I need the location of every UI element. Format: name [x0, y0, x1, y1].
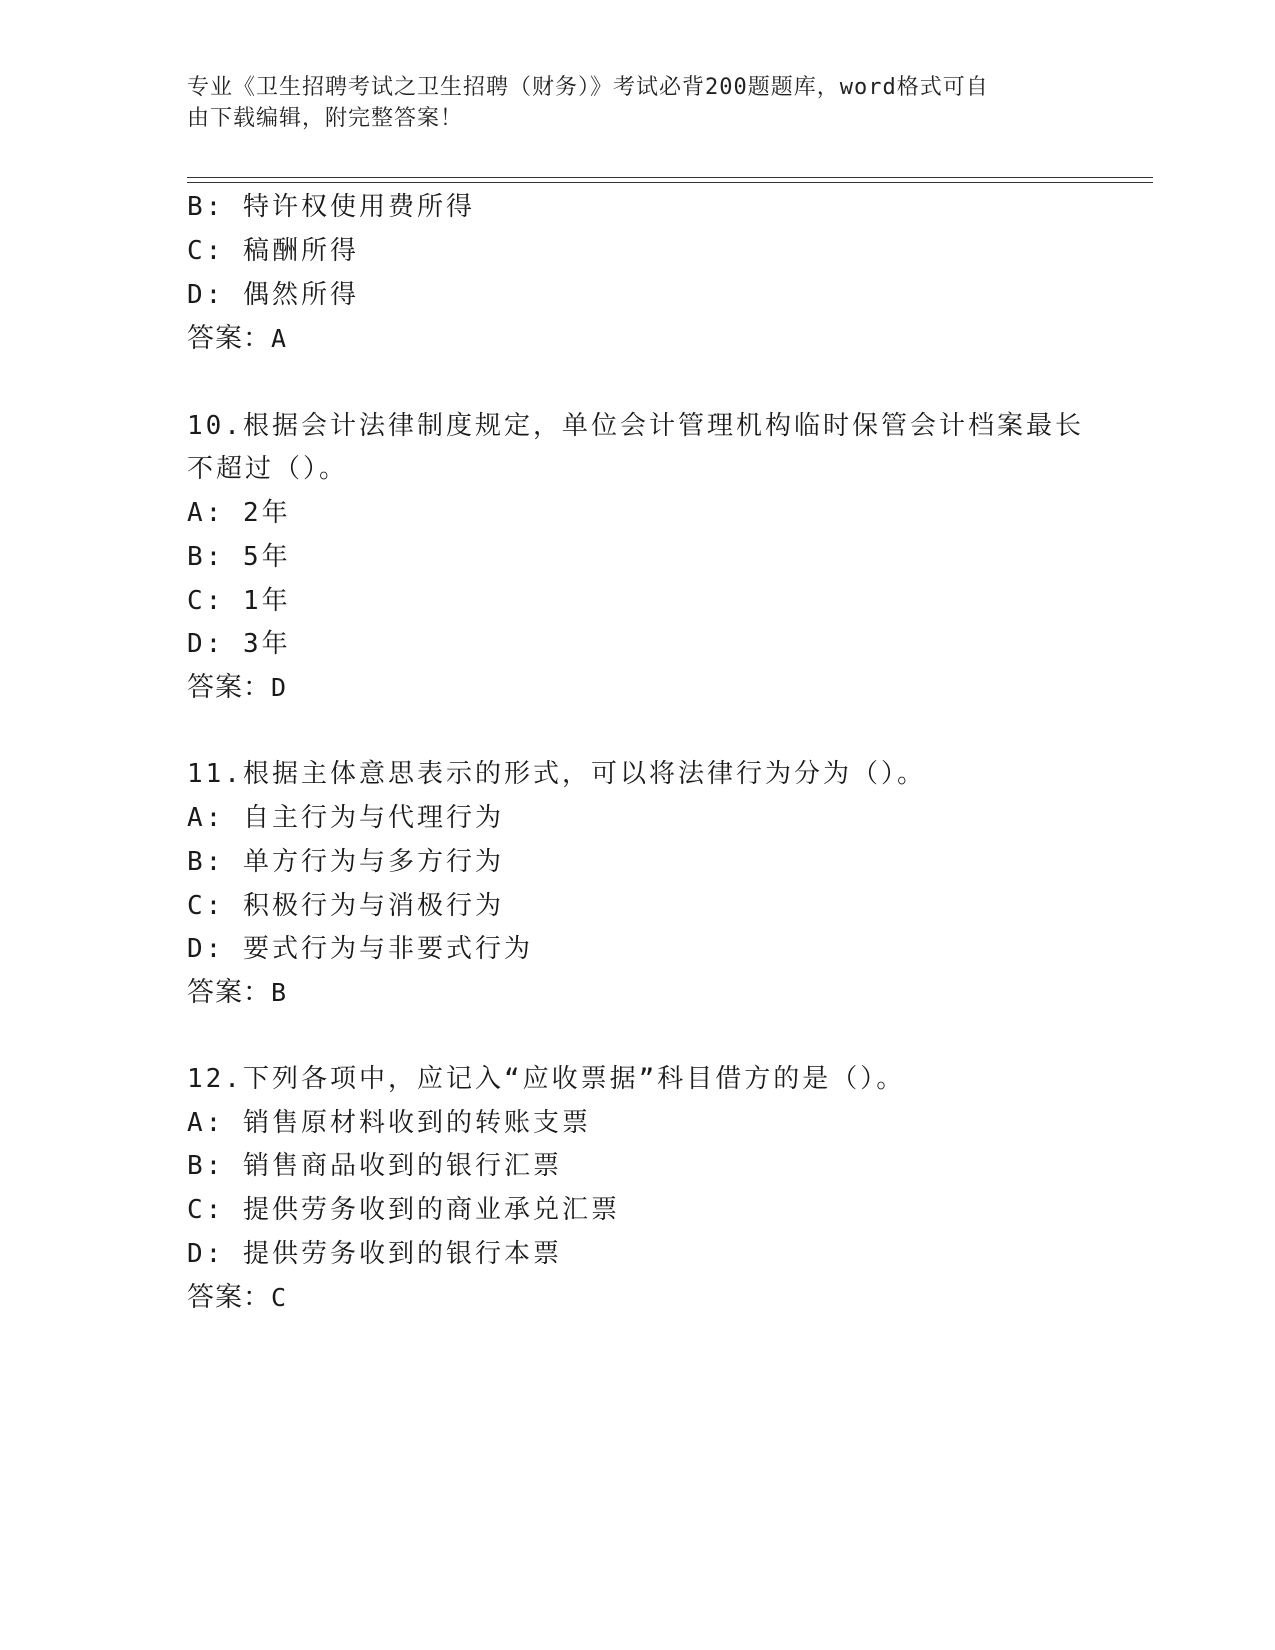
answer-label: 答案：	[187, 672, 271, 703]
option-d: D: 偶然所得	[187, 280, 359, 310]
document-header	[187, 72, 1067, 134]
answer-label: 答案：	[187, 1282, 271, 1313]
option-d: D: 3年	[187, 629, 291, 659]
answer-value: B	[271, 978, 288, 1007]
question-stem: 11.根据主体意思表示的形式，可以将法律行为分为（）。	[187, 759, 926, 789]
header-line-2: 由下载编辑，附完整答案！	[187, 106, 464, 131]
answer-line	[187, 671, 287, 705]
question-stem: 10.根据会计法律制度规定，单位会计管理机构临时保管会计档案最长	[187, 411, 1084, 441]
option-a: A: 2年	[187, 498, 291, 528]
option-c: C: 积极行为与消极行为	[187, 891, 504, 921]
option-a: A: 销售原材料收到的转账支票	[187, 1108, 591, 1138]
answer-label: 答案：	[187, 323, 271, 354]
answer-value: C	[271, 1283, 288, 1312]
option-b: B: 5年	[187, 542, 291, 572]
answer-label: 答案：	[187, 977, 271, 1008]
option-d: D: 提供劳务收到的银行本票	[187, 1239, 562, 1269]
option-c: C: 提供劳务收到的商业承兑汇票	[187, 1195, 620, 1225]
header-divider-bottom	[187, 182, 1153, 183]
answer-line	[187, 1281, 287, 1315]
option-a: A: 自主行为与代理行为	[187, 803, 504, 833]
question-stem: 12.下列各项中，应记入“应收票据”科目借方的是（）。	[187, 1064, 906, 1094]
answer-line	[187, 322, 287, 356]
answer-line	[187, 976, 287, 1010]
answer-value: D	[271, 673, 288, 702]
header-divider-top	[187, 177, 1153, 178]
option-c: C: 稿酬所得	[187, 236, 359, 266]
option-c: C: 1年	[187, 586, 291, 616]
option-b: B: 特许权使用费所得	[187, 192, 475, 222]
option-d: D: 要式行为与非要式行为	[187, 934, 533, 964]
question-stem-continued: 不超过（）。	[187, 454, 349, 484]
option-b: B: 单方行为与多方行为	[187, 847, 504, 877]
header-line-1: 专业《卫生招聘考试之卫生招聘（财务）》考试必背200题题库，word格式可自	[187, 75, 989, 100]
option-b: B: 销售商品收到的银行汇票	[187, 1151, 562, 1181]
answer-value: A	[271, 324, 288, 353]
